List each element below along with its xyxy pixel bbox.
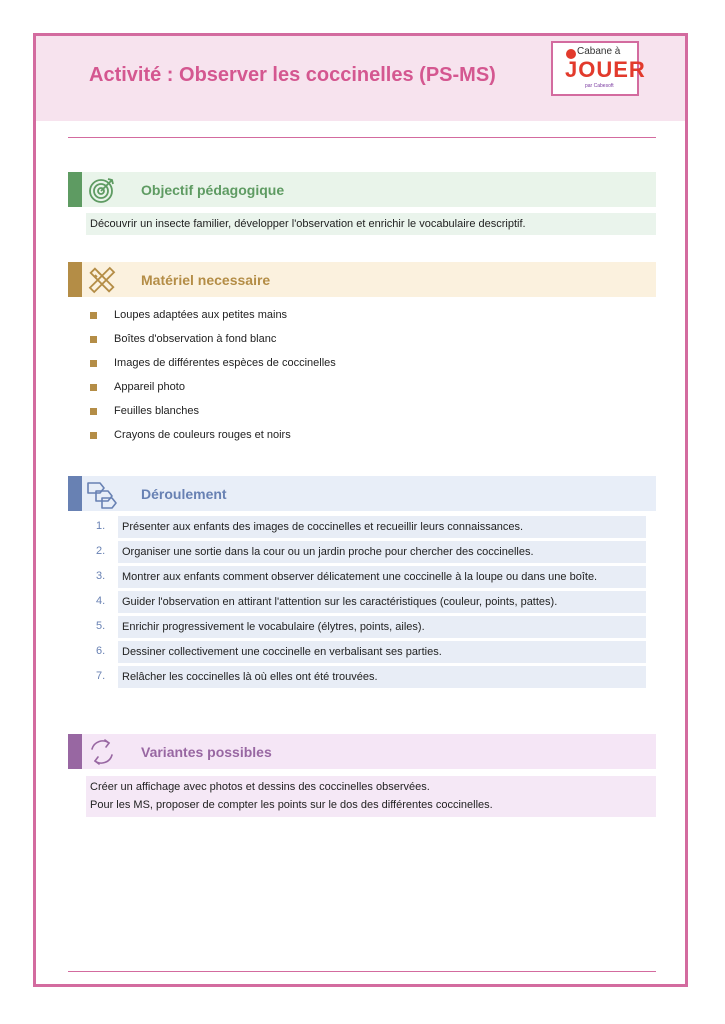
materials-list <box>90 303 336 447</box>
step-text: Dessiner collectivement une coccinelle en verbalisant ses parties. <box>118 641 646 663</box>
logo-line2: JOUER <box>565 57 646 82</box>
list-item-label: Boîtes d'observation à fond blanc <box>114 333 277 345</box>
list-item <box>90 399 336 423</box>
step-number: 6. <box>96 645 106 657</box>
list-item <box>90 351 336 375</box>
section-accent-bar <box>68 172 82 207</box>
step-number: 3. <box>96 570 106 582</box>
cycle-arrows-icon <box>82 734 122 769</box>
section-accent-bar <box>68 262 82 297</box>
section-objective-header <box>68 172 656 207</box>
pencil-ruler-icon <box>82 262 122 297</box>
bullet-icon <box>90 360 97 367</box>
step-text: Relâcher les coccinelles là où elles ont été trouvées. <box>118 666 646 688</box>
bullet-icon <box>90 336 97 343</box>
step-number: 5. <box>96 620 106 632</box>
section-objective-title: Objectif pédagogique <box>141 181 285 198</box>
list-item <box>90 303 336 327</box>
section-procedure-title: Déroulement <box>141 485 227 502</box>
step-number: 4. <box>96 595 106 607</box>
bullet-icon <box>90 312 97 319</box>
list-item <box>90 375 336 399</box>
list-item-label: Appareil photo <box>114 381 185 393</box>
step-row <box>92 516 646 538</box>
variants-text <box>86 776 656 817</box>
logo-line3: par Cabesoft <box>585 83 614 89</box>
bullet-icon <box>90 408 97 415</box>
section-variants-title: Variantes possibles <box>141 743 272 760</box>
page-title: Activité : Observer les coccinelles (PS-MS) <box>89 64 496 86</box>
step-number: 2. <box>96 545 106 557</box>
list-item-label: Crayons de couleurs rouges et noirs <box>114 429 291 441</box>
step-row <box>92 641 646 663</box>
section-materials-title: Matériel necessaire <box>141 271 271 288</box>
brand-logo <box>551 41 646 96</box>
variant-line: Créer un affichage avec photos et dessins des coccinelles observées. <box>90 781 430 793</box>
top-divider <box>68 137 656 138</box>
procedure-steps <box>92 516 646 691</box>
step-row <box>92 666 646 688</box>
step-number: 7. <box>96 670 106 682</box>
list-item-label: Loupes adaptées aux petites mains <box>114 309 288 321</box>
section-procedure-header <box>68 476 656 511</box>
target-icon <box>82 172 122 207</box>
step-text: Présenter aux enfants des images de coccinelles et recueillir leurs connaissances. <box>118 516 646 538</box>
list-item-label: Feuilles blanches <box>114 405 199 417</box>
step-number: 1. <box>96 520 106 532</box>
list-item <box>90 327 336 351</box>
step-row <box>92 591 646 613</box>
bullet-icon <box>90 432 97 439</box>
step-row <box>92 541 646 563</box>
bottom-divider <box>68 971 656 972</box>
flow-arrows-icon <box>82 476 122 511</box>
step-text: Enrichir progressivement le vocabulaire (élytres, points, ailes). <box>118 616 646 638</box>
variant-line: Pour les MS, proposer de compter les points sur le dos des différentes coccinelles. <box>90 799 493 811</box>
step-text: Organiser une sortie dans la cour ou un jardin proche pour chercher des coccinelles. <box>118 541 646 563</box>
section-variants-header <box>68 734 656 769</box>
section-accent-bar <box>68 734 82 769</box>
step-text: Montrer aux enfants comment observer délicatement une coccinelle à la loupe ou dans une boîte. <box>118 566 646 588</box>
bullet-icon <box>90 384 97 391</box>
list-item <box>90 423 336 447</box>
objective-text: Découvrir un insecte familier, développer l'observation et enrichir le vocabulaire descriptif. <box>86 213 656 235</box>
step-row <box>92 566 646 588</box>
section-accent-bar <box>68 476 82 511</box>
list-item-label: Images de différentes espèces de coccinelles <box>114 357 336 369</box>
step-text: Guider l'observation en attirant l'attention sur les caractéristiques (couleur, points, pattes). <box>118 591 646 613</box>
section-materials-header <box>68 262 656 297</box>
step-row <box>92 616 646 638</box>
logo-line1: Cabane à <box>577 46 621 57</box>
